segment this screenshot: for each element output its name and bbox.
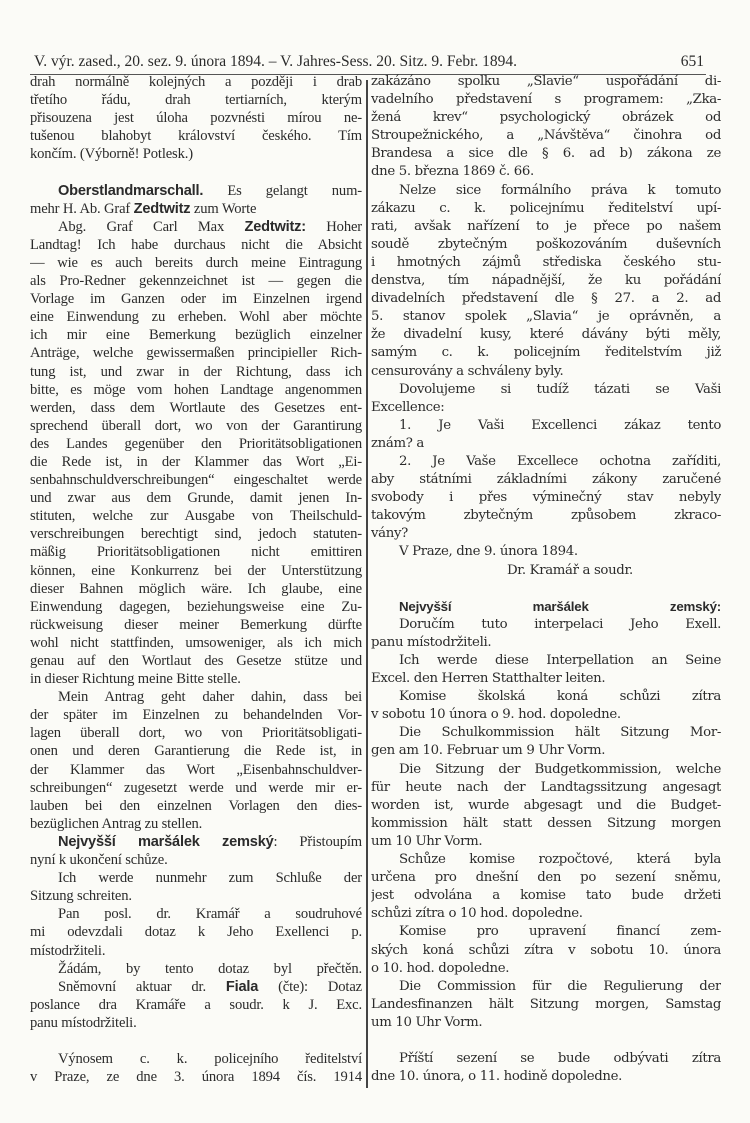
text-line [30,489,362,507]
text-segment: tung ist, und zwar in der Richtung, dass ich [30,363,362,380]
text-segment: Komise školská koná schůzi zítra [399,689,721,705]
text-segment: končím. (Výborně! Potlesk.) [30,146,193,163]
text-line [30,453,362,471]
text-segment: censurovány a schváleny byly. [371,363,564,379]
text-segment: Stroupežnického, a „Návštěva“ činohra od [371,128,721,144]
text-segment: der Klammer das Wort „Eisenbahnschuldver- [30,761,362,778]
text-segment: divadelních představení dle § 27. a 2. ad [371,291,721,307]
column-divider [366,80,368,1088]
text-segment: lauben bei den einzelnen Vorlagen den dies- [30,797,362,814]
text-line [371,417,721,435]
text-line [371,399,721,417]
text-line [30,942,362,960]
text-line [371,145,721,163]
text-segment: Hoher [305,218,362,235]
text-segment: für heute nach der Landtagssitzung angesagt [371,779,721,795]
text-segment: wohl nicht stattfinden, umsoweniger, als ich mich [30,634,362,651]
text-line [371,254,721,272]
text-line [371,127,721,145]
speaker-name: Zedtwitz [133,200,191,217]
running-header [34,52,704,72]
text-line [371,742,721,760]
text-line [30,851,362,869]
text-line [371,960,721,978]
text-line [30,580,362,598]
text-segment: Die Sitzung der Budgetkommission, welche [399,761,721,777]
text-segment: Die Schulkommission hält Sitzung Mor- [399,725,721,741]
text-line [371,381,721,399]
text-line [371,634,721,652]
text-segment: v Praze, ze dne 3. února 1894 čís. 1914 [30,1069,362,1086]
text-segment: Excel. den Herren Statthalter leiten. [371,671,606,687]
text-line [371,471,721,489]
text-line [371,218,721,236]
text-segment: ských koná schůzi zítra v sobotu 10. února [371,942,721,958]
text-line [30,290,362,308]
text-line [371,797,721,815]
text-segment: třetího řádu, drah tertiarních, kterým [30,92,362,109]
text-segment: Anträge, welche gewissermaßen principieller Rich- [30,345,362,362]
text-segment: schůzi zítra o 10 hod. dopoledne. [371,906,583,922]
text-segment: znám? a [371,435,424,451]
text-line [371,851,721,869]
text-segment: ich mir eine Bemerkung bezüglich einzelner [30,327,362,344]
text-line [371,706,721,724]
text-line [371,598,721,616]
text-segment: takovým zbytečným způsobem zkraco- [371,508,721,524]
text-line [30,634,362,652]
text-line [30,833,362,851]
text-line [30,127,362,145]
text-segment: 5. stanov spolek „Slavia“ je oprávněn, a [371,309,721,325]
text-segment: svobody i přes výminečný stav nebyly [371,490,721,506]
text-segment: Ich werde nunmehr zum Schluße der [58,870,362,887]
text-segment: Abg. Graf Carl Max [58,218,245,235]
text-segment: aby státními základními zákony zaručené [371,472,721,488]
text-segment: místodržiteli. [30,942,106,959]
text-line [371,1050,721,1068]
text-line [30,996,362,1014]
text-segment: denstva, tím nápadnější, že ku pořádání [371,273,721,289]
text-segment: Vorlage im Ganzen oder im Einzelnen irgend [30,291,362,308]
text-line [30,869,362,887]
text-segment: vadelního představení s programem: „Zka- [371,92,721,108]
left-column [30,73,362,1086]
text-line [30,182,362,200]
text-line [30,706,362,724]
text-segment: in dieser Richtung meine Bitte stelle. [30,671,241,688]
text-line [30,616,362,634]
text-line [30,525,362,543]
text-segment: Landesfinanzen hält Sitzung morgen, Samstag [371,996,721,1012]
text-segment: eine Einwendung zu erheben. Wohl aber möchte [30,309,362,326]
text-line [30,598,362,616]
text-line [30,960,362,978]
text-line [30,218,362,236]
text-line [371,272,721,290]
text-line [371,236,721,254]
text-line [30,91,362,109]
text-line [30,236,362,254]
text-line [30,815,362,833]
text-segment: Žádám, by tento dotaz byl přečtěn. [58,960,362,977]
text-line [30,200,362,218]
text-segment: rückweisung dieser meiner Bemerkung dürfte [30,616,362,633]
right-column [371,73,721,1086]
text-segment: stituten, welche zur Ausgabe von Theilschuld- [30,508,362,525]
text-segment: že divadelní kusy, které dávány býti měly, [371,327,721,343]
text-segment: Výnosem c. k. policejního ředitelství [58,1051,362,1068]
text-line [30,1014,362,1032]
speaker-name: Fiala [225,978,259,995]
text-segment: Einwendung dagegen, beziehungsweise eine Zu- [30,598,362,615]
text-segment: poslance dra Kramáře a soudr. k J. Exc. [30,996,362,1013]
text-line [371,996,721,1014]
text-segment: jest odvolána a komise tato bude držeti [371,888,721,904]
text-line [30,688,362,706]
text-segment: dne 5. března 1869 č. 66. [371,164,534,180]
text-segment: v sobotu 10 února o 9. hod. dopoledne. [371,707,621,723]
text-line [371,688,721,706]
text-segment: dne 10. února, o 11. hodině dopoledne. [371,1069,623,1085]
text-line [30,923,362,941]
text-line [371,887,721,905]
text-line [30,344,362,362]
text-line [371,815,721,833]
text-segment: als Pro-Redner gekennzeichnet ist — gegen die [30,273,362,290]
text-segment: nyní k ukončení schůze. [30,852,168,869]
text-line [30,652,362,670]
text-line [371,363,721,381]
text-segment: die Rede ist, in der Klammer das Wort „Ei- [30,453,362,470]
text-line [371,200,721,218]
text-line [371,507,721,525]
text-segment: schreibungen“ zugesetzt werde und werde mir er- [30,779,362,796]
text-line [371,942,721,960]
text-segment: (čte): Dotaz [258,978,362,995]
text-line [30,363,362,381]
text-segment: zum Worte [190,200,257,217]
text-segment: : Přistoupím [273,833,362,850]
text-line [371,761,721,779]
text-line [30,1050,362,1068]
text-segment: mi odevzdali dotaz k Jeho Exellenci p. [30,924,362,941]
text-line [371,978,721,996]
text-segment: Příští sezení se bude odbývati zítra [399,1051,721,1067]
text-line [371,308,721,326]
text-line [30,887,362,905]
text-line [30,543,362,561]
text-segment: samým c. k. policejním ředitelstvím již [371,345,721,361]
text-line [30,507,362,525]
text-segment: 2. Je Vaše Excellece ochotna zaříditi, [399,453,721,469]
text-segment: Dovolujeme si tudíž tázati se Vaši [399,381,721,397]
text-line [371,543,721,561]
text-segment: können, eine Konkurrenz bei der Unterstützung [30,562,362,579]
text-segment: sprechend überall dort, wo von der Garantirung [30,417,362,434]
text-segment: kommission hält statt dessen Sitzung morgen [371,815,721,831]
text-segment: vány? [371,526,408,542]
text-segment: 1. Je Vaši Excellenci zákaz tento [399,417,721,433]
text-line [371,1014,721,1032]
text-segment: Pan posl. dr. Kramář a soudruhové [58,906,362,923]
text-segment: drah normálně kolejných a později i drab [30,74,362,90]
text-line [30,272,362,290]
text-line [30,254,362,272]
running-title: V. výr. zased., 20. sez. 9. února 1894. – V. Jahres-Sess. 20. Sitz. 9. Febr. 1894. [34,53,518,70]
text-line [371,91,721,109]
text-segment: žená krev“ psychologický obrázek od [371,110,721,126]
text-line [30,1068,362,1086]
text-segment: um 10 Uhr Vorm. [371,833,483,849]
text-segment: Ich werde diese Interpellation an Seine [399,653,721,668]
text-line [371,344,721,362]
text-segment: genau auf den Wortlaut des Gesetze stütze und [30,653,362,669]
text-line [30,435,362,453]
text-line [371,724,721,742]
text-segment: der später im Einzelnen zu behandelnden Vor- [30,707,362,724]
text-segment: přisouzena jest úloha pozvnésti mírou ne- [30,110,362,127]
text-line [371,562,721,580]
text-line [30,145,362,163]
text-segment: zakázáno spolku „Slavie“ uspořádání di- [371,74,721,89]
text-segment: Schůze komise rozpočtové, která byla [399,852,721,868]
text-line [30,73,362,91]
text-line [371,73,721,91]
text-segment: verschreibungen berechtigt sind, jedoch statuten- [30,526,362,543]
text-segment: rati, avšak nařízení to je přece po našem [371,218,721,234]
text-segment: zákazu c. k. policejnímu ředitelství upí- [371,200,721,216]
text-segment: des Landes gegenüber den Prioritätsobligationen [30,435,362,452]
text-line [30,417,362,435]
page-number: 651 [680,53,704,70]
text-line [30,724,362,742]
text-line [30,562,362,580]
text-segment: V Praze, dne 9. února 1894. [399,544,578,560]
text-line [30,381,362,399]
speaker-name: Nejvyšší maršálek zemský: [399,598,721,614]
text-segment: Die Commission für die Regulierung der [399,978,721,994]
text-segment: onen und deren Garantierung die Rede ist, in [30,743,362,760]
text-line [30,761,362,779]
text-segment: Nelze sice formálního práva k tomuto [399,182,721,198]
text-segment: senbahnschuldverschreibungen“ eingeschaltet werde [30,472,362,489]
text-line [371,616,721,634]
text-segment: dieser Bahnen möglich wäre. Ich glaube, eine [30,580,362,597]
text-segment: Dr. Kramář a soudr. [507,562,633,578]
text-segment: Landtag! Ich habe durchaus nicht die Absicht [30,236,362,253]
text-segment: und zwar aus dem Grunde, damit jenen In- [30,490,362,507]
text-line [30,670,362,688]
text-line [371,453,721,471]
text-line [30,471,362,489]
text-segment: Komise pro upravení financí zem- [399,924,721,940]
text-segment: werden, dass dem Wortlaute des Gesetzes ent- [30,399,362,416]
speaker-name: Nejvyšší maršálek zemský [58,833,274,850]
text-line [30,308,362,326]
text-segment: um 10 Uhr Vorm. [371,1014,483,1030]
text-line [371,833,721,851]
text-segment: soudě zbytečným poškozováním duševních [371,236,721,252]
text-segment: panu místodržiteli. [371,634,492,650]
text-segment: o 10. hod. dopoledne. [371,960,510,976]
text-line [371,525,721,543]
text-segment: určena pro dnešní den po sezení sněmu, [371,870,721,886]
text-line [30,978,362,996]
text-line [371,869,721,887]
text-segment: Doručím tuto interpelaci Jeho Exell. [399,616,721,632]
text-segment: — wie es auch bereits durch meine Eintragung [30,254,362,271]
text-segment: gen am 10. Februar um 9 Uhr Vorm. [371,743,606,759]
speaker-name: Oberstlandmarschall. [58,182,204,199]
text-line [371,326,721,344]
text-line [371,923,721,941]
text-segment: tušenou blahobyt království českého. Tím [30,128,362,145]
text-line [30,797,362,815]
text-segment: Brandesa a sice dle § 6. ad b) zákona ze [371,146,721,162]
text-line [371,109,721,127]
text-segment: worden ist, wurde abgesagt und die Budget- [371,797,721,813]
text-line [371,489,721,507]
text-segment: Excellence: [371,399,445,415]
text-line [371,163,721,181]
text-line [371,652,721,670]
text-line [371,670,721,688]
text-line [371,779,721,797]
text-segment: lagen überall dort, wo von Prioritätsobligati- [30,725,362,742]
text-segment: mehr H. Ab. Graf [30,200,134,217]
text-line [371,435,721,453]
text-line [30,779,362,797]
text-line [371,1068,721,1086]
text-segment: i hmotných zájmů střediska českého stu- [371,254,721,270]
text-segment: Sitzung schreiten. [30,888,132,905]
text-segment: panu místodržiteli. [30,1014,137,1031]
text-line [371,905,721,923]
text-line [30,399,362,417]
text-segment: Sněmovní aktuar dr. [58,978,226,995]
text-segment: mäßig Prioritätsobligationen nicht emittiren [30,544,362,561]
text-segment: bitte, es möge vom hohen Landtage angenommen [30,381,362,398]
text-segment: bezüglichen Antrag zu stellen. [30,815,203,832]
text-line [371,290,721,308]
speaker-name: Zedtwitz: [244,218,306,235]
text-segment: Mein Antrag geht daher dahin, dass bei [58,689,362,706]
text-line [30,109,362,127]
text-line [30,742,362,760]
text-segment: Es gelangt num- [203,182,362,199]
text-line [30,905,362,923]
text-line [371,182,721,200]
text-line [30,326,362,344]
